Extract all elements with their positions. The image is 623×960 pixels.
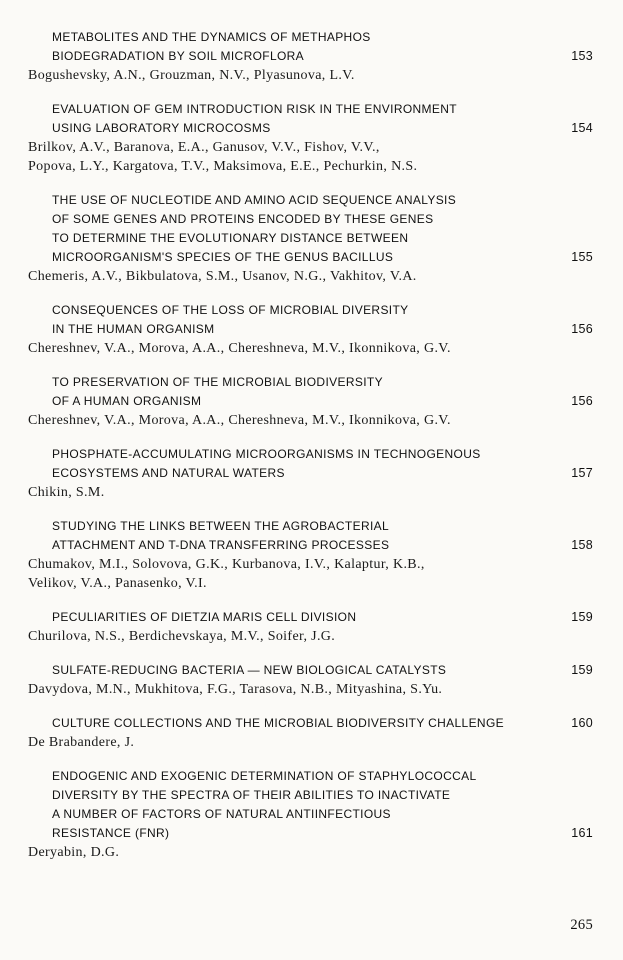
entry-title-text: IN THE HUMAN ORGANISM — [52, 322, 215, 336]
entry-title-line — [28, 608, 593, 627]
entry-authors: Chereshnev, V.A., Morova, A.A., Chereshneva, M.V., Ikonnikova, G.V. — [28, 341, 451, 356]
entry-page-number: 154 — [571, 121, 593, 135]
toc-entry — [28, 517, 593, 593]
entry-title-line — [28, 210, 593, 229]
entry-title-text: RESISTANCE (FNR) — [52, 826, 170, 840]
entry-authors: De Brabandere, J. — [28, 735, 135, 750]
entry-title-text: OF SOME GENES AND PROTEINS ENCODED BY THESE GENES — [52, 212, 434, 226]
entry-title-text: CULTURE COLLECTIONS AND THE MICROBIAL BIODIVERSITY CHALLENGE — [52, 716, 504, 730]
entry-page-number: 157 — [571, 466, 593, 480]
entry-page-number: 159 — [571, 663, 593, 677]
entry-title-text: ENDOGENIC AND EXOGENIC DETERMINATION OF STAPHYLOCOCCAL — [52, 769, 477, 783]
toc-entry — [28, 608, 593, 646]
entry-title-line — [28, 248, 593, 267]
entry-page-number: 153 — [571, 49, 593, 63]
toc-entry — [28, 100, 593, 176]
toc-entry — [28, 373, 593, 430]
entry-title-text: MICROORGANISM'S SPECIES OF THE GENUS BACILLUS — [52, 250, 394, 264]
entry-title-line — [28, 229, 593, 248]
toc-entry — [28, 767, 593, 862]
entry-page-number: 158 — [571, 538, 593, 552]
toc-entry — [28, 301, 593, 358]
entry-title-line — [28, 392, 593, 411]
entry-title-text: ATTACHMENT AND T-DNA TRANSFERRING PROCESSES — [52, 538, 390, 552]
entry-authors: Davydova, M.N., Mukhitova, F.G., Tarasova, N.B., Mityashina, S.Yu. — [28, 682, 443, 697]
entry-title-text: A NUMBER OF FACTORS OF NATURAL ANTIINFECTIOUS — [52, 807, 391, 821]
entry-title-line — [28, 661, 593, 680]
entry-title-line — [28, 536, 593, 555]
entry-title-line — [28, 464, 593, 483]
entry-title-line — [28, 824, 593, 843]
entry-authors: Bogushevsky, A.N., Grouzman, N.V., Plyasunova, L.V. — [28, 68, 355, 83]
entry-page-number: 155 — [571, 250, 593, 264]
entry-authors: Chereshnev, V.A., Morova, A.A., Chereshneva, M.V., Ikonnikova, G.V. — [28, 413, 451, 428]
entry-title-text: PHOSPHATE-ACCUMULATING MICROORGANISMS IN TECHNOGENOUS — [52, 447, 481, 461]
entry-page-number: 161 — [571, 826, 593, 840]
entry-title-line — [28, 119, 593, 138]
folio-page-number: 265 — [570, 917, 593, 933]
entry-title-line — [28, 786, 593, 805]
entry-title-text: USING LABORATORY MICROCOSMS — [52, 121, 271, 135]
entry-authors: Chumakov, M.I., Solovova, G.K., Kurbanova, I.V., Kalaptur, K.B., — [28, 557, 425, 572]
entry-title-line — [28, 373, 593, 392]
entry-authors: Velikov, V.A., Panasenko, V.I. — [28, 576, 207, 591]
entry-title-text: OF A HUMAN ORGANISM — [52, 394, 202, 408]
entry-page-number: 156 — [571, 394, 593, 408]
entry-authors: Popova, L.Y., Kargatova, T.V., Maksimova, E.E., Pechurkin, N.S. — [28, 159, 418, 174]
entry-title-line — [28, 445, 593, 464]
entry-title-line — [28, 191, 593, 210]
entry-title-line — [28, 320, 593, 339]
toc-entries — [28, 28, 593, 862]
entry-authors: Chikin, S.M. — [28, 485, 105, 500]
entry-title-line — [28, 517, 593, 536]
entry-authors: Chemeris, A.V., Bikbulatova, S.M., Usanov, N.G., Vakhitov, V.A. — [28, 269, 417, 284]
entry-title-line — [28, 47, 593, 66]
entry-title-text: METABOLITES AND THE DYNAMICS OF METHAPHOS — [52, 30, 371, 44]
entry-title-text: CONSEQUENCES OF THE LOSS OF MICROBIAL DIVERSITY — [52, 303, 409, 317]
entry-title-text: THE USE OF NUCLEOTIDE AND AMINO ACID SEQUENCE ANALYSIS — [52, 193, 457, 207]
entry-title-text: STUDYING THE LINKS BETWEEN THE AGROBACTERIAL — [52, 519, 390, 533]
entry-page-number: 156 — [571, 322, 593, 336]
entry-title-text: TO DETERMINE THE EVOLUTIONARY DISTANCE BETWEEN — [52, 231, 409, 245]
entry-page-number: 159 — [571, 610, 593, 624]
entry-title-line — [28, 28, 593, 47]
toc-entry — [28, 714, 593, 752]
toc-entry — [28, 445, 593, 502]
entry-title-line — [28, 301, 593, 320]
entry-title-line — [28, 767, 593, 786]
entry-title-text: PECULIARITIES OF DIETZIA MARIS CELL DIVISION — [52, 610, 357, 624]
toc-entry — [28, 191, 593, 286]
toc-entry — [28, 28, 593, 85]
entry-title-text: ECOSYSTEMS AND NATURAL WATERS — [52, 466, 285, 480]
entry-authors: Brilkov, A.V., Baranova, E.A., Ganusov, V.V., Fishov, V.V., — [28, 140, 380, 155]
entry-title-line — [28, 714, 593, 733]
entry-title-line — [28, 805, 593, 824]
entry-title-text: DIVERSITY BY THE SPECTRA OF THEIR ABILITIES TO INACTIVATE — [52, 788, 451, 802]
entry-page-number: 160 — [571, 716, 593, 730]
entry-authors: Deryabin, D.G. — [28, 845, 120, 860]
entry-title-text: TO PRESERVATION OF THE MICROBIAL BIODIVERSITY — [52, 375, 383, 389]
toc-entry — [28, 661, 593, 699]
entry-title-line — [28, 100, 593, 119]
entry-title-text: EVALUATION OF GEM INTRODUCTION RISK IN THE ENVIRONMENT — [52, 102, 457, 116]
entry-title-text: SULFATE-REDUCING BACTERIA — NEW BIOLOGICAL CATALYSTS — [52, 663, 447, 677]
entry-authors: Churilova, N.S., Berdichevskaya, M.V., Soifer, J.G. — [28, 629, 336, 644]
entry-title-text: BIODEGRADATION BY SOIL MICROFLORA — [52, 49, 305, 63]
